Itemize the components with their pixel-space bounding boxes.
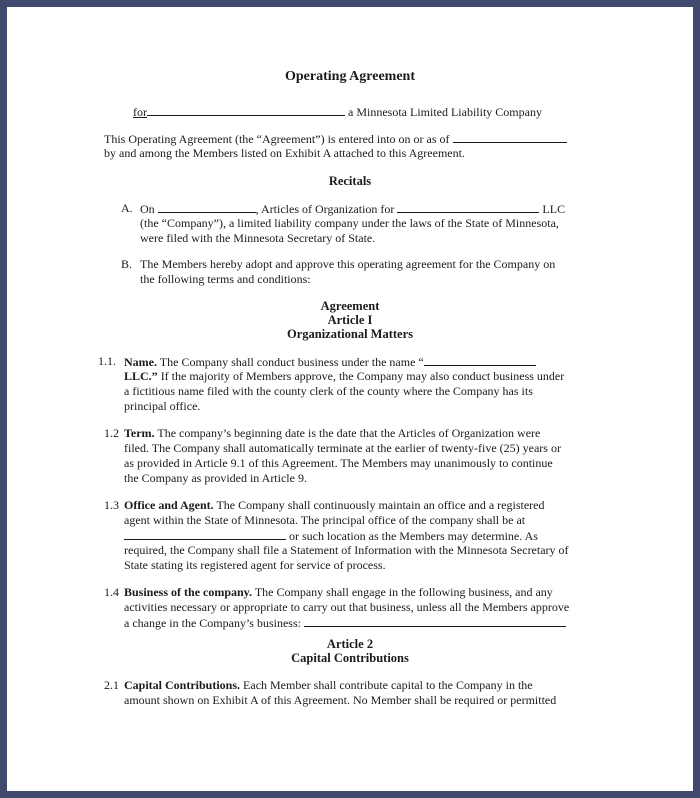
section-1-4-number: 1.4 <box>104 585 119 599</box>
document-page <box>7 7 693 791</box>
section-2-1-number: 2.1 <box>104 678 119 692</box>
recital-a-on: On <box>140 202 155 216</box>
section-1-1-line-2 <box>124 369 564 383</box>
section-1-2-line-1 <box>124 426 540 440</box>
section-1-2-title: Term. <box>124 426 155 440</box>
for-line <box>133 104 542 119</box>
recital-b-line-1: The Members hereby adopt and approve this operating agreement for the Company on <box>140 257 556 271</box>
llc-name-blank <box>397 201 539 213</box>
recitals-heading: Recitals <box>328 174 372 188</box>
document-title: Operating Agreement <box>285 69 415 84</box>
section-1-2-line-4: the Company as provided in Article 9. <box>124 471 307 485</box>
recital-a-llc: LLC <box>542 202 566 216</box>
section-2-1-text-1: Each Member shall contribute capital to the Company in the <box>243 678 533 692</box>
section-1-1-line-4: principal office. <box>124 399 201 413</box>
section-1-3-title: Office and Agent. <box>124 498 214 512</box>
company-name-blank <box>147 104 345 116</box>
section-2-1-line-2: amount shown on Exhibit A of this Agreement. No Member shall be required or permitted <box>124 693 557 707</box>
section-1-1-number: 1.1. <box>98 354 116 368</box>
section-1-1-llc: LLC.” <box>124 369 158 383</box>
section-1-4-line-3 <box>124 615 566 630</box>
section-1-1-text-1: The Company shall conduct business under the name “ <box>159 355 424 369</box>
section-1-4-line-2: activities necessary or appropriate to carry out that business, unless all the Members approve <box>124 600 570 614</box>
section-1-4-line-1 <box>124 585 553 599</box>
section-1-1-title: Name. <box>124 355 157 369</box>
for-prefix: for <box>133 105 147 119</box>
section-1-3-line-2: agent within the State of Minnesota. The principal office of the company shall be at <box>124 513 526 527</box>
intro-line-2: by and among the Members listed on Exhibit A attached to this Agreement. <box>104 146 465 160</box>
section-1-3-line-1 <box>124 498 545 512</box>
section-1-1-line-1 <box>124 354 536 369</box>
intro-line-1 <box>104 131 567 146</box>
section-1-1-text-2: If the majority of Members approve, the Company may also conduct business under <box>160 369 565 383</box>
section-1-3-text-1: The Company shall continuously maintain an office and a registered <box>216 498 545 512</box>
section-1-3-line-3 <box>124 528 538 543</box>
article-2-subheading: Capital Contributions <box>291 651 409 665</box>
section-2-1-line-1 <box>124 678 533 692</box>
for-suffix: a Minnesota Limited Liability Company <box>348 105 542 119</box>
recital-b-label: B. <box>121 257 133 271</box>
article-2-heading: Article 2 <box>326 637 374 651</box>
section-1-2-line-3: as provided in Article 9.1 of this Agreement. The Members may unanimously to continue <box>124 456 553 470</box>
office-address-blank <box>124 528 286 540</box>
section-1-2-line-2: filed. The Company shall automatically terminate at the earlier of twenty-five (25) years or <box>124 441 561 455</box>
recital-a-line-3: were filed with the Minnesota Secretary of State. <box>140 231 376 245</box>
section-1-2-number: 1.2 <box>104 426 119 440</box>
agreement-heading: Agreement <box>320 299 380 313</box>
recital-a-line-2: (the “Company”), a limited liability company under the laws of the State of Minnesota, <box>140 216 559 230</box>
section-2-1-title: Capital Contributions. <box>124 678 241 692</box>
business-name-blank <box>424 354 536 366</box>
section-1-3-text-3: or such location as the Members may determine. As <box>289 529 538 543</box>
date-blank <box>453 131 567 143</box>
section-1-3-number: 1.3 <box>104 498 119 512</box>
section-1-4-text-3: a change in the Company’s business: <box>124 616 301 630</box>
intro-text-1: This Operating Agreement (the “Agreement”) is entered into on or as of <box>104 132 450 146</box>
article-1-heading: Article I <box>327 313 373 327</box>
section-1-3-line-5: State stating its registered agent for service of process. <box>124 558 386 572</box>
filing-date-blank <box>158 201 256 213</box>
section-1-4-text-1: The Company shall engage in the following business, and any <box>254 585 553 599</box>
recital-a-label: A. <box>121 201 133 215</box>
recital-a-line-1 <box>140 201 565 216</box>
section-1-1-line-3: a fictitious name filed with the county clerk of the county where the Company has its <box>124 384 533 398</box>
business-description-blank <box>304 615 566 627</box>
section-1-2-text-1: The company’s beginning date is the date that the Articles of Organization were <box>157 426 541 440</box>
article-1-subheading: Organizational Matters <box>286 327 413 341</box>
recital-a-mid: , Articles of Organization for <box>255 202 395 216</box>
recital-b-line-2: the following terms and conditions: <box>140 272 311 286</box>
section-1-3-line-4: required, the Company shall file a Statement of Information with the Minnesota Secretary of <box>124 543 569 557</box>
section-1-4-title: Business of the company. <box>124 585 253 599</box>
